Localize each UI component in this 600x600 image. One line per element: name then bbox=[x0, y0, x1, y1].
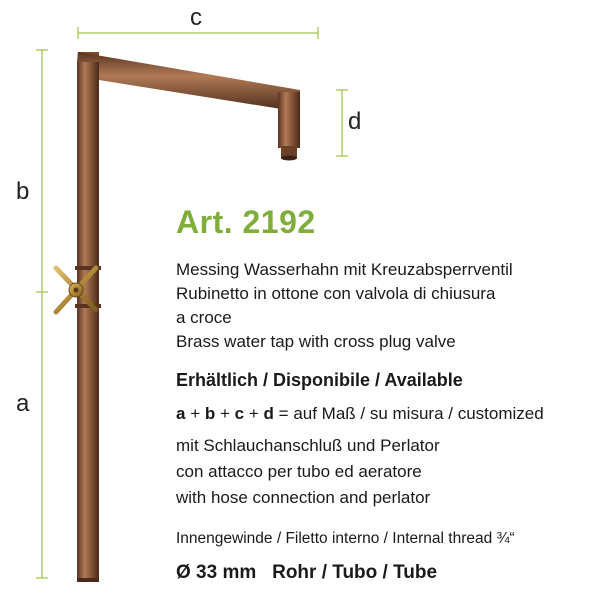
dimension-line-b bbox=[36, 50, 48, 292]
custom-rest: = auf Maß / su misura / customized bbox=[278, 404, 544, 423]
dimension-label-d: d bbox=[348, 108, 362, 135]
tube-line: Ø 33 mm Rohr / Tubo / Tube bbox=[176, 562, 438, 583]
description-line-2: Rubinetto in ottone con valvola di chiusura bbox=[176, 284, 496, 303]
feature-line-2: con attacco per tubo ed aeratore bbox=[176, 462, 422, 481]
feature-line-1: mit Schlauchanschluß und Perlator bbox=[176, 436, 440, 455]
description-line-1: Messing Wasserhahn mit Kreuzabsperrventil bbox=[176, 260, 513, 279]
dimension-label-a: a bbox=[16, 390, 30, 417]
description-line-4: Brass water tap with cross plug valve bbox=[176, 332, 456, 351]
product-title: Art. 2192 bbox=[176, 204, 316, 240]
dimension-line-d bbox=[336, 90, 348, 156]
dimension-label-c: c bbox=[190, 4, 202, 31]
custom-d: d bbox=[263, 404, 274, 423]
custom-c: c bbox=[234, 404, 245, 423]
custom-plus-1: + bbox=[190, 404, 201, 423]
thread-line: Innengewinde / Filetto interno / Internal thread ¾“ bbox=[176, 530, 515, 547]
custom-b: b bbox=[204, 404, 216, 423]
custom-plus-3: + bbox=[248, 404, 259, 423]
custom-plus-2: + bbox=[220, 404, 230, 423]
dimension-label-b: b bbox=[16, 178, 30, 205]
description-line-3: a croce bbox=[176, 308, 232, 327]
dimension-line-a bbox=[36, 292, 48, 578]
feature-line-3: with hose connection and perlator bbox=[176, 488, 431, 507]
custom-size-line bbox=[176, 404, 544, 424]
custom-a: a bbox=[176, 404, 186, 423]
availability-line: Erhältlich / Disponibile / Available bbox=[176, 370, 463, 390]
